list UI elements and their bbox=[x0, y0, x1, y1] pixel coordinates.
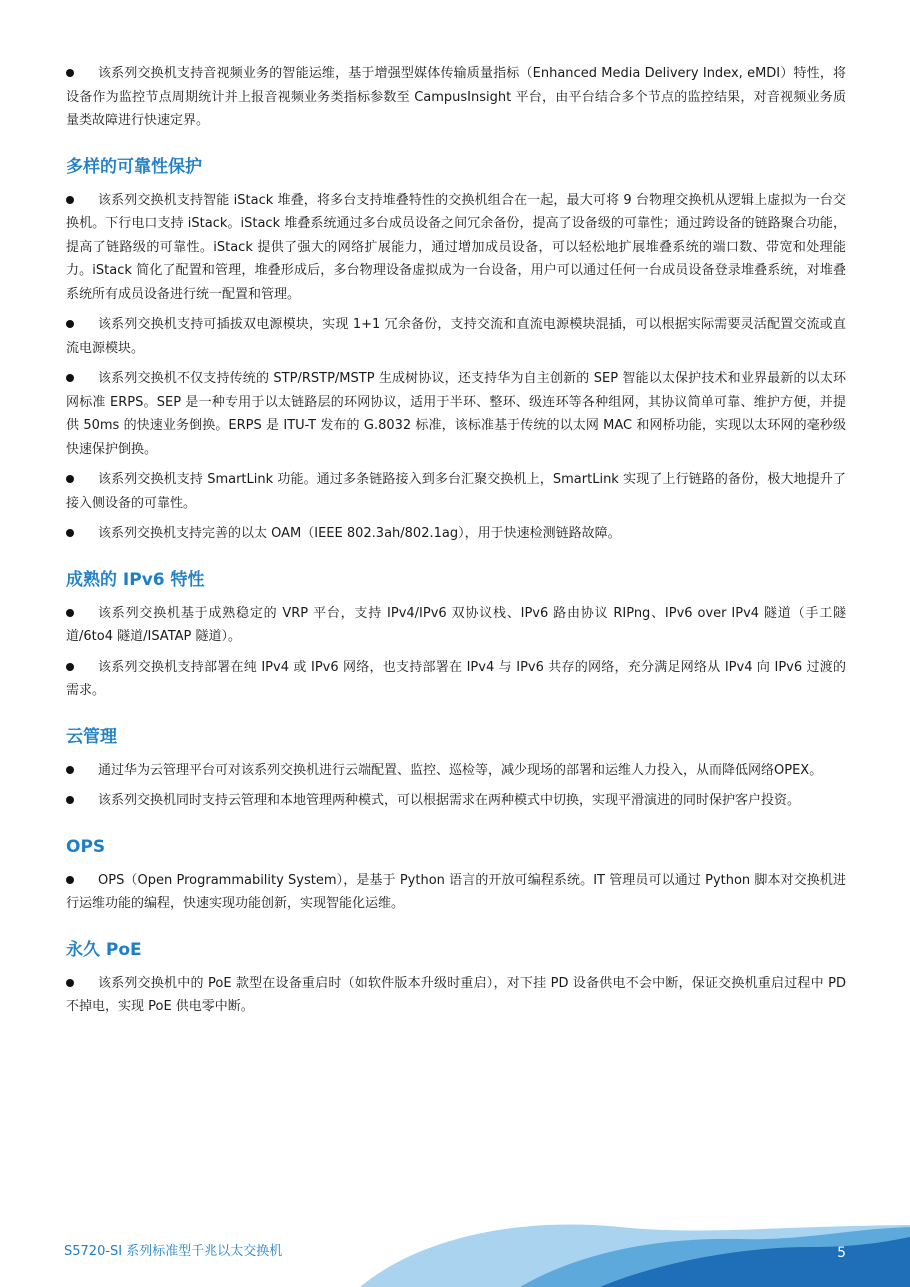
bullet-dot-icon bbox=[66, 374, 74, 382]
list-item: 该系列交换机支持音视频业务的智能运维，基于增强型媒体传输质量指标（Enhanced Media Delivery Index, eMDI）特性，将设备作为监控节点周期统计并上报音视频业务类指标参数至 CampusInsight 平台，由平台结合多个节点的监控结果，对音视频业务质量类故障进行快速定界。 bbox=[66, 66, 846, 128]
list-item: 该系列交换机中的 PoE 款型在设备重启时（如软件版本升级时重启），对下挂 PD 设备供电不会中断，保证交换机重启过程中 PD 不掉电，实现 PoE 供电零中断。 bbox=[66, 975, 846, 1014]
section-title: OPS bbox=[66, 836, 106, 857]
list-item: 通过华为云管理平台可对该系列交换机进行云端配置、监控、巡检等，减少现场的部署和运维人力投入，从而降低网络OPEX。 bbox=[66, 759, 846, 783]
list-item: OPS（Open Programmability System），是基于 Python 语言的开放可编程系统。IT 管理员可以通过 Python 脚本对交换机进行运维功能的编程，快速实现功能创新，实现智能化运维。 bbox=[66, 872, 846, 911]
list-item: 该系列交换机支持完善的以太 OAM（IEEE 802.3ah/802.1ag），用于快速检测链路故障。 bbox=[66, 522, 846, 546]
bullet-dot-icon bbox=[66, 979, 74, 987]
list-item: 该系列交换机支持 SmartLink 功能。通过多条链路接入到多台汇聚交换机上，SmartLink 实现了上行链路的备份，极大地提升了接入侧设备的可靠性。 bbox=[66, 472, 846, 511]
bullet-dot-icon bbox=[66, 609, 74, 617]
list-item: 该系列交换机支持可插拔双电源模块，实现 1+1 冗余备份，支持交流和直流电源模块混插，可以根据实际需要灵活配置交流或直流电源模块。 bbox=[66, 317, 846, 356]
bullet-dot-icon bbox=[66, 796, 74, 804]
footer-product-name: S5720-SI 系列标准型千兆以太交换机 bbox=[64, 1244, 283, 1259]
bullet-dot-icon bbox=[66, 663, 74, 671]
list-item: 该系列交换机基于成熟稳定的 VRP 平台，支持 IPv4/IPv6 双协议栈、IPv6 路由协议 RIPng、IPv6 over IPv4 隧道（手工隧道/6to4 隧道/ISATAP 隧道）。 bbox=[66, 605, 846, 644]
bullet-dot-icon bbox=[66, 69, 74, 77]
page-content bbox=[66, 62, 846, 1026]
section-ipv6 bbox=[66, 568, 846, 703]
bullet-dot-icon bbox=[66, 320, 74, 328]
section-title: 多样的可靠性保护 bbox=[66, 156, 202, 177]
section-title: 成熟的 IPv6 特性 bbox=[66, 569, 205, 590]
list-item: 该系列交换机支持智能 iStack 堆叠，将多台支持堆叠特性的交换机组合在一起，最大可将 9 台物理交换机从逻辑上虚拟为一台交换机。下行电口支持 iStack。iStack 堆叠系统通过多台成员设备之间冗余备份，提高了设备级的可靠性；通过跨设备的链路聚合功能，提高了链路级的可靠性。iStack 提供了强大的网络扩展能力，通过增加成员设备，可以轻松地扩展堆叠系统的端口数、带宽和处理能力。iStack 简化了配置和管理，堆叠形成后，多台物理设备虚拟成为一台设备，用户可以通过任何一台成员设备登录堆叠系统，对堆叠系统所有成员设备进行统一配置和管理。 bbox=[66, 192, 846, 302]
bullet-dot-icon bbox=[66, 529, 74, 537]
page-number: 5 bbox=[837, 1245, 846, 1261]
section-title: 云管理 bbox=[66, 726, 117, 747]
section-emdi bbox=[66, 62, 846, 133]
section-reliability bbox=[66, 155, 846, 546]
section-ops bbox=[66, 835, 846, 916]
list-item: 该系列交换机不仅支持传统的 STP/RSTP/MSTP 生成树协议，还支持华为自主创新的 SEP 智能以太保护技术和业界最新的以太环网标准 ERPS。SEP 是一种专用于以太链路层的环网协议，适用于半环、整环、级连环等各种组网，其协议简单可靠、维护方便，并提供 50ms 的快速业务倒换。ERPS 是 ITU-T 发布的 G.8032 标准，该标准基于传统的以太网 MAC 和网桥功能，实现以太环网的毫秒级快速保护倒换。 bbox=[66, 371, 846, 457]
bullet-dot-icon bbox=[66, 196, 74, 204]
list-item: 该系列交换机支持部署在纯 IPv4 或 IPv6 网络，也支持部署在 IPv4 与 IPv6 共存的网络，充分满足网络从 IPv4 向 IPv6 过渡的需求。 bbox=[66, 659, 846, 698]
section-title: 永久 PoE bbox=[66, 939, 142, 960]
bullet-dot-icon bbox=[66, 475, 74, 483]
section-perpetual-poe bbox=[66, 938, 846, 1019]
bullet-dot-icon bbox=[66, 766, 74, 774]
bullet-dot-icon bbox=[66, 876, 74, 884]
section-cloud-management bbox=[66, 725, 846, 813]
list-item: 该系列交换机同时支持云管理和本地管理两种模式，可以根据需求在两种模式中切换，实现平滑演进的同时保护客户投资。 bbox=[66, 789, 846, 813]
